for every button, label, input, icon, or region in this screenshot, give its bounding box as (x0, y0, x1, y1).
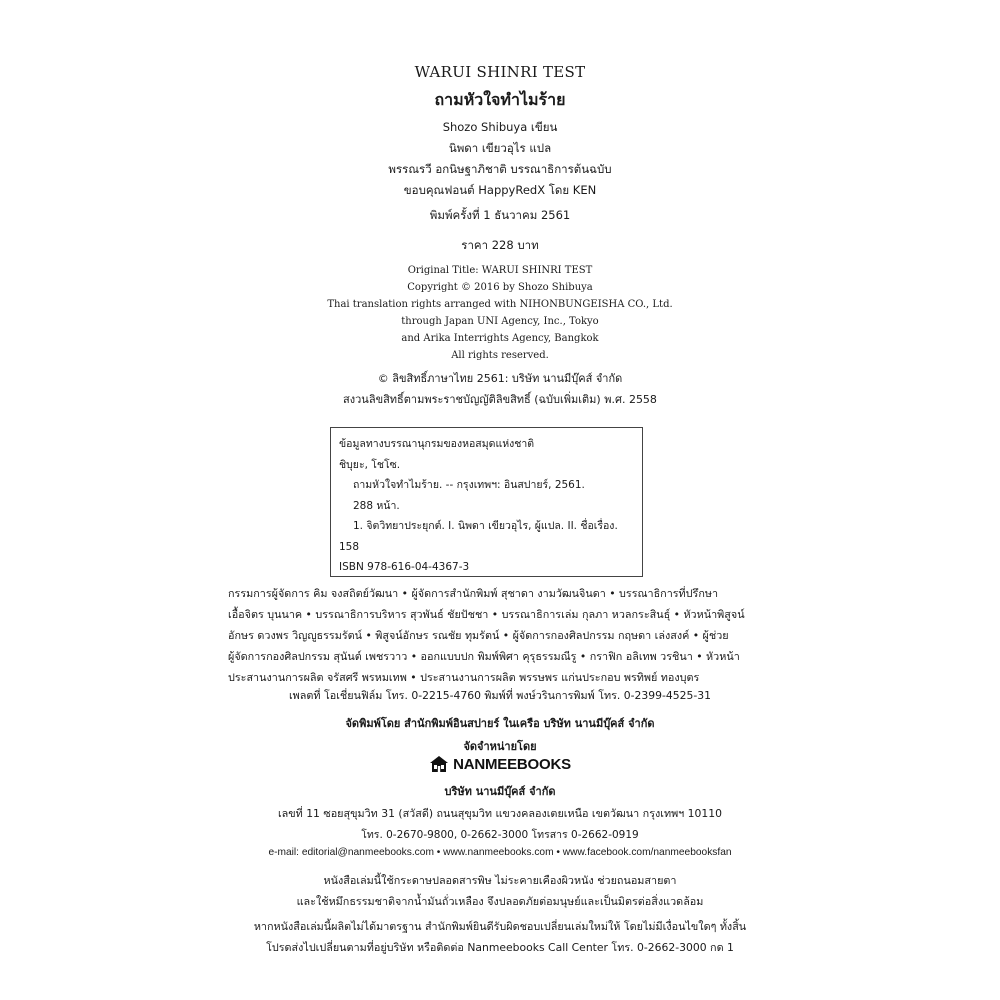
price-line: ราคา 228 บาท (461, 238, 539, 252)
agency-line-1: through Japan UNI Agency, Inc., Tokyo (401, 316, 599, 327)
staff-line: อักษร ดวงพร วิญญูธรรมรัตน์ • พิสูจน์อักษร รณชัย ทุมรัตน์ • ผู้จัดการกองศิลปกรรม กฤษดา เล่งสงค์ • ผู้ช่วย (228, 629, 729, 642)
staff-line: เอื้อจิตร บุนนาค • บรรณาธิการบริหาร สุวพันธ์ ชัยปัชชา • บรรณาธิการเล่ม กุลภา หวลกระสินธุ์ • หัวหน้าพิสูจน์ (228, 608, 745, 621)
contacts-line: e-mail: editorial@nanmeebooks.com • www.nanmeebooks.com • www.facebook.com/nanmeebooksfan (268, 847, 732, 858)
agency-line-2: and Arika Interrights Agency, Bangkok (401, 333, 599, 344)
company-name: บริษัท นานมีบุ๊คส์ จำกัด (444, 785, 556, 798)
defect-line: โปรดส่งไปเปลี่ยนตามที่อยู่บริษัท หรือติดต่อ Nanmeebooks Call Center โทร. 0-2662-3000 กด 1 (266, 941, 734, 954)
credit-font: ขอบคุณฟอนต์ HappyRedX โดย KEN (403, 183, 597, 197)
copyright-line: Copyright © 2016 by Shozo Shibuya (407, 282, 593, 293)
cip-title: ถามหัวใจทำไมร้าย. -- กรุงเทพฯ: อินสปายร์, 2561. (353, 479, 585, 491)
distributor-line: จัดจำหน่ายโดย (463, 740, 537, 753)
cip-heading: ข้อมูลทางบรรณานุกรมของหอสมุดแห่งชาติ (339, 438, 535, 450)
cip-class-number: 158 (339, 540, 360, 553)
staff-block (228, 583, 773, 688)
translation-rights-line: Thai translation rights arranged with NIHONBUNGEISHA CO., Ltd. (327, 299, 673, 310)
printers-line: เพลตที่ โอเชี่ยนฟิล์ม โทร. 0-2215-4760 พิมพ์ที่ พงษ์วรินการพิมพ์ โทร. 0-2399-4525-31 (288, 689, 712, 702)
publisher-line: จัดพิมพ์โดย สำนักพิมพ์อินสปายร์ ในเครือ บริษัท นานมีบุ๊คส์ จำกัด (345, 717, 655, 730)
thai-law-line: สงวนลิขสิทธิ์ตามพระราชบัญญัติลิขสิทธิ์ (ฉบับเพิ่มเติม) พ.ศ. 2558 (343, 393, 657, 406)
thai-copyright-line: © ลิขสิทธิ์ภาษาไทย 2561: บริษัท นานมีบุ๊คส์ จำกัด (377, 372, 623, 385)
cip-data-box (330, 427, 643, 577)
credit-editor: พรรณรวี อกนิษฐาภิชาติ บรรณาธิการต้นฉบับ (388, 162, 612, 176)
defect-notice (0, 916, 1000, 958)
cip-isbn: ISBN 978-616-04-4367-3 (339, 561, 470, 573)
edition-line: พิมพ์ครั้งที่ 1 ธันวาคม 2561 (429, 208, 571, 222)
original-title-line: Original Title: WARUI SHINRI TEST (407, 265, 593, 276)
thai-title: ถามหัวใจทำไมร้าย (434, 90, 566, 109)
staff-line: ประสานงานการผลิต จรัสศรี พรหมเทพ • ประสานงานการผลิต พรรษพร แก่นประกอบ พรทิพย์ ทองบุตร (228, 671, 700, 684)
cip-author: ชิบุยะ, โชโซ. (339, 458, 401, 471)
logo-text: NANMEEBOOKS (453, 755, 571, 773)
eco-line: และใช้หมึกธรรมชาติจากน้ำมันถั่วเหลือง จึงปลอดภัยต่อมนุษย์และเป็นมิตรต่อสิ่งแวดล้อม (296, 895, 704, 908)
eco-line: หนังสือเล่มนี้ใช้กระดาษปลอดสารพิษ ไม่ระคายเคืองผิวหนัง ช่วยถนอมสายตา (323, 874, 677, 887)
phone-line: โทร. 0-2670-9800, 0-2662-3000 โทรสาร 0-2662-0919 (361, 829, 639, 841)
address-line: เลขที่ 11 ซอยสุขุมวิท 31 (สวัสดี) ถนนสุขุมวิท แขวงคลองเตยเหนือ เขตวัฒนา กรุงเทพฯ 10110 (277, 807, 723, 820)
original-rights-block (0, 262, 1000, 364)
credit-translator: นิพดา เขียวอุไร แปล (448, 141, 552, 155)
staff-line: กรรมการผู้จัดการ คิม จงสถิตย์วัฒนา • ผู้จัดการสำนักพิมพ์ สุชาดา งามวัฒนจินดา • บรรณาธิการที่ปรึกษา (228, 587, 719, 600)
nanmeebooks-logo (0, 755, 1000, 773)
eco-notice (0, 870, 1000, 912)
credits-block (0, 117, 1000, 201)
staff-line: ผู้จัดการกองศิลปกรรม สุนันต์ เพชรวาว • ออกแบบปก พิมพ์พิศา คุรุธรรมณีรู • กราฟิก อลิเทพ วรชินา • หัวหน้า (228, 650, 740, 663)
thai-rights-block (0, 368, 1000, 410)
credit-author: Shozo Shibuya เขียน (442, 120, 558, 134)
cip-pages: 288 หน้า. (353, 499, 400, 512)
defect-line: หากหนังสือเล่มนี้ผลิตไม่ได้มาตรฐาน สำนักพิมพ์ยินดีรับผิดชอบเปลี่ยนเล่มใหม่ให้ โดยไม่มีเงื่อนไขใดๆ ทั้งสิ้น (253, 920, 747, 933)
all-rights-line: All rights reserved. (451, 350, 549, 361)
cip-subjects: 1. จิตวิทยาประยุกต์. I. นิพดา เขียวอุไร, ผู้แปล. II. ชื่อเรื่อง. (353, 520, 618, 532)
english-title: WARUI SHINRI TEST (414, 63, 586, 81)
nanmee-house-logo-icon (429, 755, 449, 773)
